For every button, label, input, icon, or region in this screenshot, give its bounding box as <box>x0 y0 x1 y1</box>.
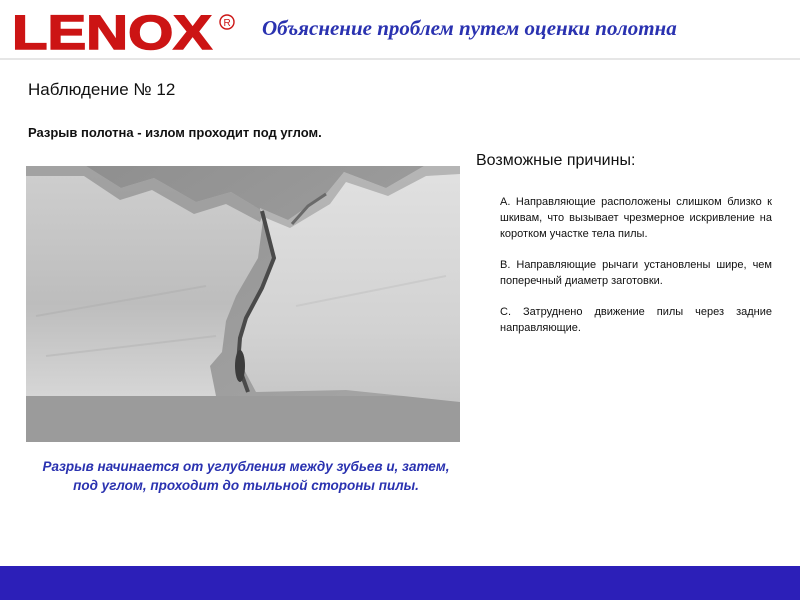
observation-title: Наблюдение № 12 <box>28 80 176 99</box>
broken-saw-blade-photo <box>26 166 460 442</box>
saw-blade-image <box>26 166 460 442</box>
possible-causes-title: Возможные причины: <box>476 152 636 169</box>
cause-item-b: В. Направляющие рычаги установлены шире, чем поперечный диаметр заготовки. <box>500 258 772 287</box>
lenox-logo-graphic <box>8 6 240 56</box>
observation-subtitle: Разрыв полотна ‑ излом проходит под углом. <box>28 125 322 140</box>
logo-wordmark: LENOX <box>12 7 213 56</box>
possible-causes-list <box>500 195 772 352</box>
svg-text:R: R <box>223 18 231 29</box>
cause-item-a: А. Направляющие расположены слишком близко к шкивам, что вызывает чрезмерное искривление на коротком участке тела пилы. <box>500 196 772 240</box>
footer-bar <box>0 566 800 600</box>
lenox-logo <box>8 6 240 56</box>
photo-caption: Разрыв начинается от углубления между зубьев и, затем, под углом, проходит до тыльной стороны пилы. <box>42 459 450 493</box>
cause-item-c: С. Затруднено движение пилы через задние направляющие. <box>500 305 772 334</box>
header-divider <box>0 58 800 60</box>
page-header-title: Объяснение проблем путем оценки полотна <box>262 16 677 40</box>
